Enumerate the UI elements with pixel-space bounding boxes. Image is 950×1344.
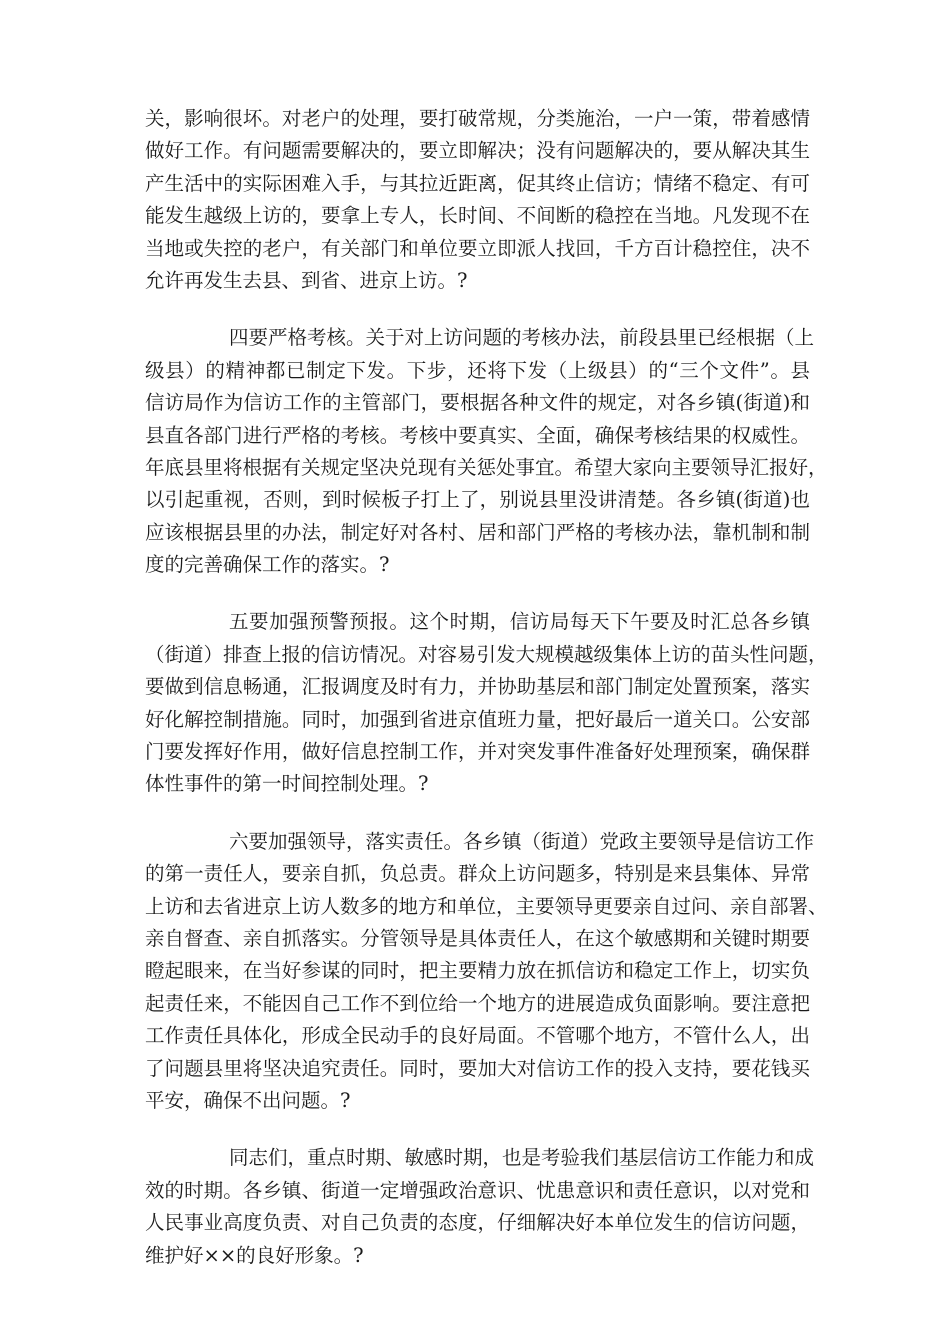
- text-line: 平安，确保不出问题。?: [145, 1088, 351, 1112]
- text-line: 四要严格考核。关于对上访问题的考核办法，前段县里已经根据（上: [229, 326, 815, 350]
- text-line: 以引起重视，否则，到时候板子打上了，别说县里没讲清楚。各乡镇(街道)也: [145, 488, 810, 512]
- paragraph-spacer: [145, 1117, 810, 1142]
- text-line: 维护好××的良好形象。?: [145, 1243, 364, 1267]
- text-line: 了问题县里将坚决追究责任。同时，要加大对信访工作的投入支持，要花钱买: [145, 1056, 810, 1080]
- text-line: 应该根据县里的办法，制定好对各村、居和部门严格的考核办法，靠机制和制: [145, 520, 810, 544]
- text-line: 年底县里将根据有关规定坚决兑现有关惩处事宜。希望大家向主要领导汇报好，: [145, 455, 828, 479]
- text-line: 人民事业高度负责、对自己负责的态度，仔细解决好本单位发生的信访问题，: [145, 1211, 810, 1235]
- text-line: 瞪起眼来，在当好参谋的同时，把主要精力放在抓信访和稳定工作上，切实负: [145, 959, 810, 983]
- text-line: 上访和去省进京上访人数多的地方和单位，主要领导更要亲自过问、亲自部署、: [145, 894, 828, 918]
- text-line: 信访局作为信访工作的主管部门，要根据各种文件的规定，对各乡镇(街道)和: [145, 391, 810, 415]
- paragraph-1: [145, 103, 810, 297]
- text-line: 当地或失控的老户，有关部门和单位要立即派人找回，千方百计稳控住，决不: [145, 236, 810, 260]
- paragraph-2: [145, 322, 828, 581]
- text-line: 五要加强预警预报。这个时期，信访局每天下午要及时汇总各乡镇: [229, 610, 810, 634]
- text-line: 产生活中的实际困难入手，与其拉近距离，促其终止信访；情绪不稳定、有可: [145, 171, 810, 195]
- text-line: （街道）排查上报的信访情况。对容易引发大规模越级集体上访的苗头性问题，: [145, 642, 828, 666]
- text-line: 工作责任具体化，形成全民动手的良好局面。不管哪个地方，不管什么人，出: [145, 1024, 810, 1048]
- paragraph-spacer: [145, 581, 810, 606]
- document-body: [145, 103, 828, 1272]
- text-line: 六要加强领导，落实责任。各乡镇（街道）党政主要领导是信访工作: [229, 829, 815, 853]
- text-line: 能发生越级上访的，要拿上专人，长时间、不间断的稳控在当地。凡发现不在: [145, 204, 810, 228]
- text-line: 要做到信息畅通，汇报调度及时有力，并协助基层和部门制定处置预案，落实: [145, 675, 810, 699]
- paragraph-spacer: [145, 801, 810, 826]
- text-line: 好化解控制措施。同时，加强到省进京值班力量，把好最后一道关口。公安部: [145, 707, 810, 731]
- text-line: 做好工作。有问题需要解决的，要立即解决；没有问题解决的，要从解决其生: [145, 139, 810, 163]
- text-line: 关，影响很坏。对老户的处理，要打破常规，分类施治，一户一策，带着感情: [145, 107, 810, 130]
- paragraph-spacer: [145, 297, 810, 322]
- text-line: 门要发挥好作用，做好信息控制工作，并对突发事件准备好处理预案，确保群: [145, 740, 810, 764]
- text-line: 效的时期。各乡镇、街道一定增强政治意识、忧患意识和责任意识，以对党和: [145, 1178, 810, 1202]
- text-line: 起责任来，不能因自己工作不到位给一个地方的进展造成负面影响。要注意把: [145, 991, 810, 1015]
- paragraph-3: [145, 606, 828, 800]
- text-line: 的第一责任人，要亲自抓，负总责。群众上访问题多，特别是来县集体、异常: [145, 862, 810, 886]
- text-line: 度的完善确保工作的落实。?: [145, 553, 390, 577]
- text-line: 允许再发生去县、到省、进京上访。?: [145, 268, 468, 292]
- text-line: 县直各部门进行严格的考核。考核中要真实、全面，确保考核结果的权威性。: [145, 423, 810, 447]
- text-line: 同志们，重点时期、敏感时期，也是考验我们基层信访工作能力和成: [229, 1146, 815, 1170]
- paragraph-4: [145, 826, 828, 1118]
- text-line: 体性事件的第一时间控制处理。?: [145, 772, 429, 796]
- text-line: 级县）的精神都已制定下发。下步，还将下发（上级县）的“三个文件”。县: [145, 358, 810, 382]
- text-line: 亲自督查、亲自抓落实。分管领导是具体责任人，在这个敏感期和关键时期要: [145, 926, 810, 950]
- paragraph-5: [145, 1142, 815, 1272]
